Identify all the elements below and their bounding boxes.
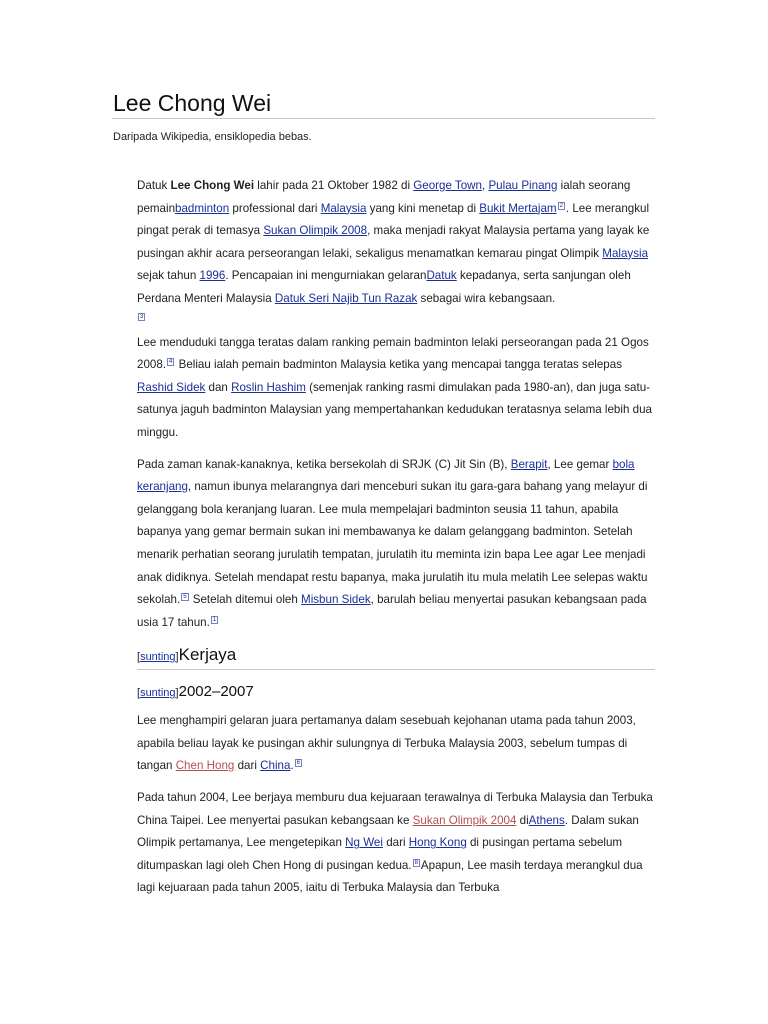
citation-marker[interactable]: 4 <box>169 359 173 366</box>
title-divider <box>112 118 655 119</box>
link-china[interactable]: China <box>260 759 291 773</box>
citation-marker[interactable]: 6 <box>296 760 300 767</box>
intro-paragraph <box>137 175 655 323</box>
ranking-paragraph <box>137 332 655 445</box>
text: di pusingan pertama sebelum ditumpaskan lagi oleh Chen Hong di pusingan kedua. <box>137 836 623 872</box>
text: dari <box>382 836 409 850</box>
text: kepadanya, serta sanjungan oleh Perdana Menteri Malaysia <box>137 269 631 305</box>
article-body <box>137 175 655 909</box>
text: , barulah beliau menyertai pasukan kebangsaan pada usia 17 tahun. <box>137 593 647 629</box>
link-pulau-pinang[interactable]: Pulau Pinang <box>488 179 558 192</box>
section-heading-kerjaya <box>137 643 655 669</box>
text: , maka menjadi rakyat Malaysia pertama yang layak ke pusingan akhir acara perseorangan lelaki, sekaligus menamatkan kemarau pingat Olimpik <box>137 224 650 260</box>
edit-section: [sunting] <box>137 687 179 700</box>
citation-marker[interactable]: 2 <box>559 202 563 209</box>
link-sukan-olimpik-2004[interactable]: Sukan Olimpik 2004 <box>412 813 517 827</box>
text: yang kini menetap di <box>366 201 480 215</box>
text: . Pencapaian ini mengurniakan gelaran <box>225 269 427 283</box>
text: , Lee gemar <box>547 457 613 471</box>
link-chen-hong[interactable]: Chen Hong <box>175 759 235 773</box>
link-bukit-mertajam[interactable]: Bukit Mertajam <box>479 201 557 215</box>
text: Lee menduduki tangga teratas dalam ranking pemain badminton lelaki perseorangan pada 21 Ogos 2008. <box>137 335 649 372</box>
link-sukan-olimpik-2008[interactable]: Sukan Olimpik 2008 <box>263 224 368 238</box>
text: . <box>290 759 294 773</box>
text: Setelah ditemui oleh <box>189 593 302 607</box>
citation-marker[interactable]: 1 <box>212 616 217 623</box>
text: Pada zaman kanak-kanaknya, ketika bersekolah di SRJK (C) Jit Sin (B), <box>137 457 511 471</box>
section-title: Kerjaya <box>178 645 237 665</box>
link-athens[interactable]: Athens <box>528 813 565 827</box>
link-rashid-sidek[interactable]: Rashid Sidek <box>137 380 206 394</box>
citation-marker[interactable]: 8 <box>414 859 418 866</box>
text: Beliau ialah pemain badminton Malaysia ketika yang mencapai tangga teratas selepas <box>175 358 622 372</box>
citation-marker[interactable]: 5 <box>183 594 187 601</box>
career-paragraph-2 <box>137 787 655 900</box>
citation-line <box>137 306 655 323</box>
text: . Dalam sukan Olimpik pertamanya, Lee mengetepikan <box>137 813 639 850</box>
citation-marker[interactable]: 3 <box>140 313 144 320</box>
text: , namun ibunya melarangnya dari menceburi sukan itu gara-gara bahang yang melayur di gelanggang bola keranjang luaran. Lee mula mempelajari badminton seusia 11 tahun, apabila bapanya yang gemar bermain sukan ini membawanya ke dalam gelanggang badminton. Setelah menarik perhatian seorang jurulatih tempatan, jurulatih itu meminta izin bapa Lee agar Lee menjadi anak didiknya. Setelah mendapat restu bapanya, maka jurulatih itu mula melatih Lee selepas waktu sekolah. <box>137 480 648 607</box>
link-malaysia-2[interactable]: Malaysia <box>602 246 649 260</box>
text: , <box>482 179 489 192</box>
text: Datuk <box>137 179 171 192</box>
link-berapit[interactable]: Berapit <box>510 457 548 471</box>
text: . Lee merangkul pingat perak di temasya <box>137 201 650 238</box>
text: dan <box>205 380 232 394</box>
subsection-title: 2002–2007 <box>178 683 254 701</box>
link-datuk[interactable]: Datuk <box>426 269 457 283</box>
site-tagline: Daripada Wikipedia, ensiklopedia bebas. <box>113 131 312 143</box>
edit-section: [sunting] <box>137 651 179 664</box>
text: sejak tahun <box>137 269 200 283</box>
text: lahir pada 21 Oktober 1982 di <box>254 179 414 192</box>
link-george-town[interactable]: George Town <box>413 179 482 192</box>
link-badminton[interactable]: badminton <box>175 201 230 215</box>
edit-link[interactable]: sunting <box>140 651 176 664</box>
career-paragraph-1 <box>137 710 655 778</box>
text: Lee menghampiri gelaran juara pertamanya dalam sesebuah kejohanan utama pada tahun 2003, apabila beliau layak ke pusingan akhir sulungnya di Terbuka Malaysia 2003, sebelum tumpas di tangan <box>137 714 636 773</box>
link-najib-razak[interactable]: Datuk Seri Najib Tun Razak <box>274 291 418 305</box>
text: (semenjak ranking rasmi dimulakan pada 1980-an), dan juga satu-satunya jaguh badminton Malaysian yang mempertahankan kedudukan teratasnya selama lebih dua minggu. <box>137 380 652 439</box>
section-divider <box>137 669 655 670</box>
link-malaysia[interactable]: Malaysia <box>320 201 367 215</box>
edit-link[interactable]: sunting <box>140 687 176 700</box>
subsection-heading-2002-2007 <box>137 680 655 705</box>
link-misbun-sidek[interactable]: Misbun Sidek <box>301 593 371 607</box>
link-ng-wei[interactable]: Ng Wei <box>345 836 383 850</box>
subject-name: Lee Chong Wei <box>170 179 255 192</box>
childhood-paragraph <box>137 454 655 635</box>
text: Pada tahun 2004, Lee berjaya memburu dua kejuaraan terawalnya di Terbuka Malaysia dan Terbuka China Taipei. Lee menyertai pasukan kebangsaan ke <box>137 791 653 827</box>
text: ialah seorang pemain <box>137 179 631 215</box>
text: professional dari <box>229 201 321 215</box>
link-bola-keranjang[interactable]: bola keranjang <box>137 457 635 494</box>
link-roslin-hashim[interactable]: Roslin Hashim <box>231 380 306 394</box>
link-1996[interactable]: 1996 <box>199 269 226 283</box>
text: Apapun, Lee masih terdaya merangkul dua lagi kejuaraan pada tahun 2005, iaitu di Terbuka Malaysia dan Terbuka <box>137 858 643 895</box>
text: di <box>516 813 529 827</box>
text: sebagai wira kebangsaan. <box>417 291 556 305</box>
text: dari <box>234 759 261 773</box>
page-title: Lee Chong Wei <box>113 90 272 116</box>
link-hong-kong[interactable]: Hong Kong <box>408 836 467 850</box>
